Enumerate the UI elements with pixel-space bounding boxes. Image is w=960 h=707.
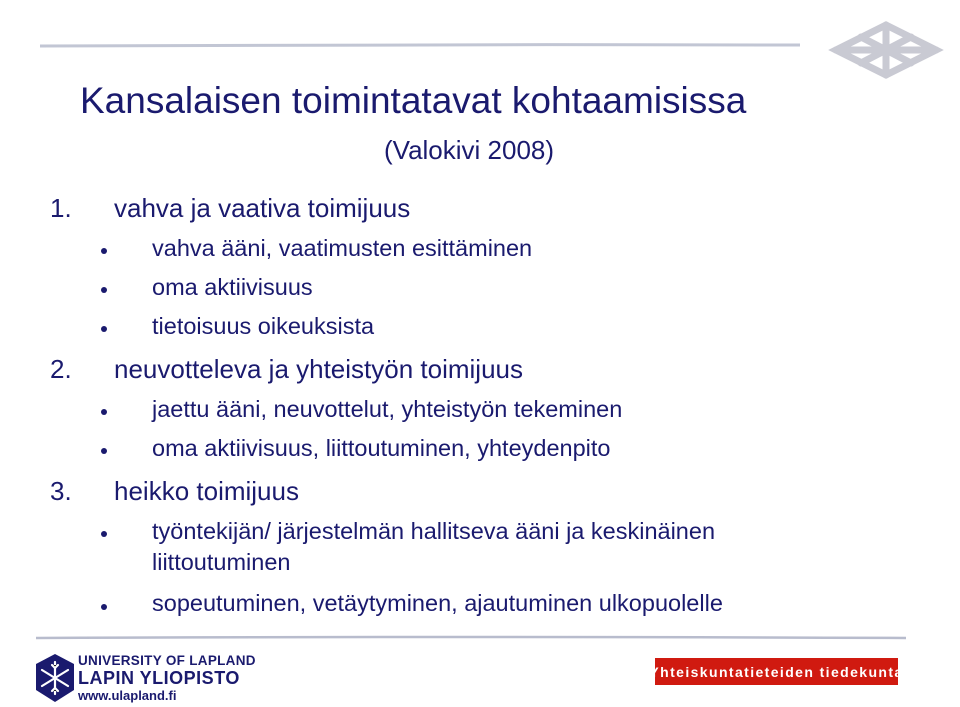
section-2-number: 2.	[50, 354, 72, 384]
section-2-heading: neuvotteleva ja yhteistyön toimijuus	[114, 354, 524, 384]
section-1-heading: vahva ja vaativa toimijuus	[114, 193, 411, 223]
university-name-fi: LAPIN YLIOPISTO	[78, 668, 240, 688]
snowflake-logo-icon	[806, 10, 956, 90]
bullet-dot	[101, 248, 107, 254]
bottom-decorative-line	[36, 634, 906, 642]
section-1-number: 1.	[50, 193, 72, 223]
section-2-bullet-1: jaettu ääni, neuvottelut, yhteistyön tekeminen	[152, 396, 623, 422]
slide-subtitle: (Valokivi 2008)	[384, 135, 555, 165]
section-1-bullet-3: tietoisuus oikeuksista	[152, 313, 375, 339]
university-url[interactable]: www.ulapland.fi	[78, 688, 177, 703]
section-2-bullet-2: oma aktiivisuus, liittoutuminen, yhteydenpito	[152, 435, 611, 461]
section-3-bullet-1-continued: liittoutuminen	[152, 549, 291, 575]
bullet-dot	[101, 531, 107, 537]
slide-title: Kansalaisen toimintatavat kohtaamisissa	[80, 80, 747, 121]
snowflake-emblem-icon	[34, 652, 76, 704]
bullet-dot	[101, 409, 107, 415]
bullet-dot	[101, 287, 107, 293]
section-3-number: 3.	[50, 476, 72, 506]
section-1-bullet-2: oma aktiivisuus	[152, 274, 313, 300]
section-3-bullet-1: työntekijän/ järjestelmän hallitseva ääni ja keskinäinen	[152, 518, 716, 544]
faculty-badge: Yhteiskuntatieteiden tiedekunta	[655, 658, 898, 685]
bullet-dot	[101, 326, 107, 332]
section-3-bullet-2: sopeutuminen, vetäytyminen, ajautuminen ulkopuolelle	[152, 590, 723, 616]
section-1-bullet-1: vahva ääni, vaatimusten esittäminen	[152, 235, 533, 261]
bullet-dot	[101, 604, 107, 610]
section-3-heading: heikko toimijuus	[114, 476, 299, 506]
bullet-dot	[101, 448, 107, 454]
top-decorative-line	[40, 40, 800, 50]
university-name-en: UNIVERSITY OF LAPLAND	[78, 653, 256, 668]
